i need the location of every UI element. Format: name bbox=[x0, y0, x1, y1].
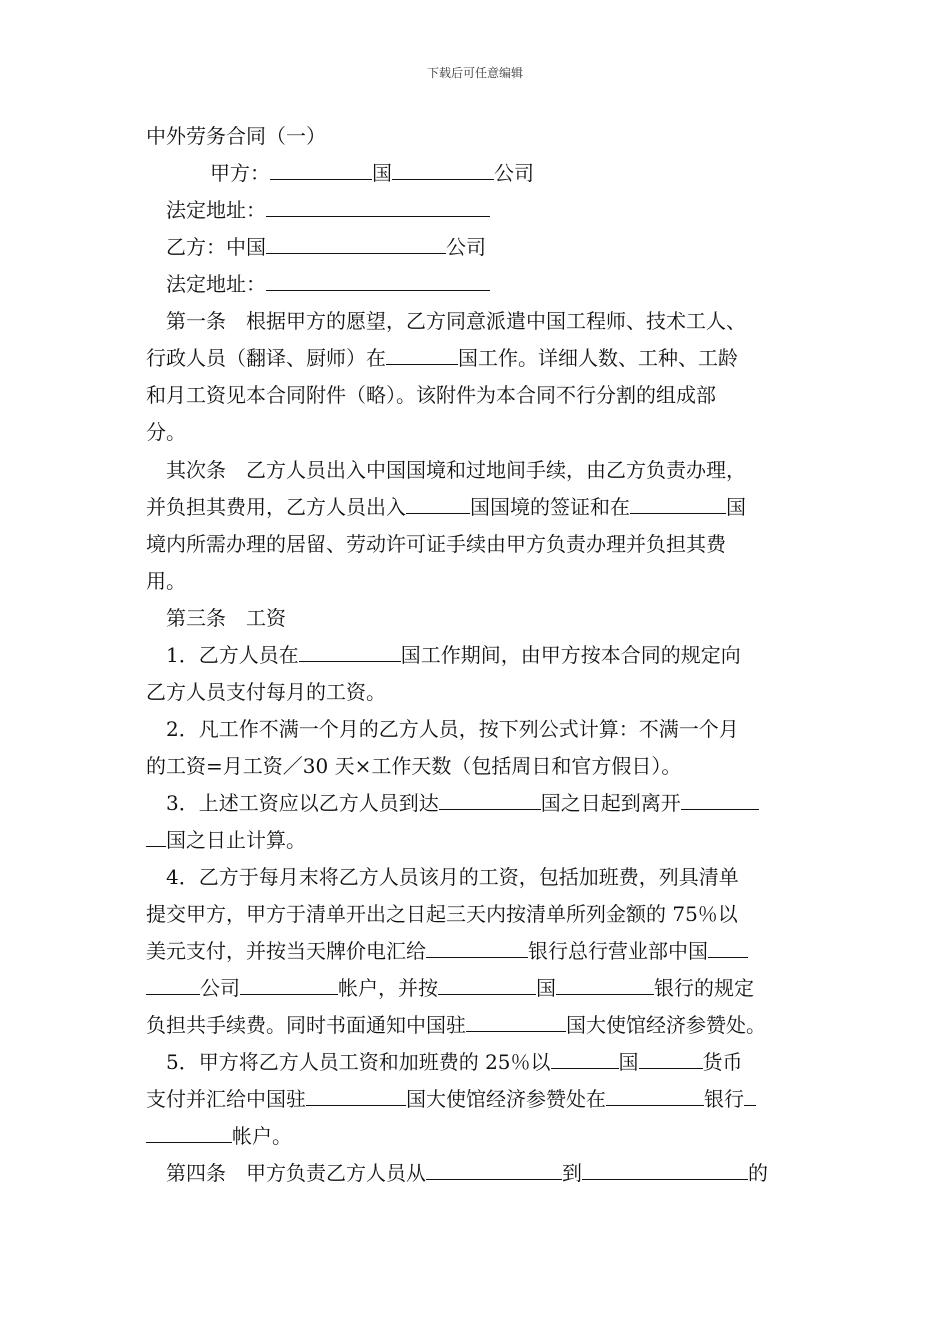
article3-text: 货币 bbox=[702, 1050, 743, 1074]
article3-p1-line2: 乙方人员支付每月的工资。 bbox=[146, 680, 386, 704]
article3-text: 1．乙方人员在 bbox=[166, 643, 299, 667]
party-a-line bbox=[146, 155, 810, 192]
article3-p5-line3 bbox=[146, 1118, 810, 1155]
party-b-company-blank bbox=[266, 229, 446, 254]
article3-p5-bank-blank bbox=[606, 1081, 704, 1106]
party-a-address-line bbox=[146, 192, 810, 229]
article3-text: 3．上述工资应以乙方人员到达 bbox=[166, 791, 439, 815]
article1-line3: 和月工资见本合同附件（略）。该附件为本合同不行分割的组成部 bbox=[146, 383, 716, 407]
article3-text: 公司 bbox=[200, 976, 240, 1000]
article4-text: 到 bbox=[562, 1161, 582, 1185]
article3-p2-line2: 的工资=月工资／30 天×工作天数（包括周日和官方假日）。 bbox=[146, 754, 682, 778]
article3-p3-blank2-cont bbox=[146, 822, 166, 847]
article1-line4: 分。 bbox=[146, 420, 186, 444]
article2-text: 国国境的签证和在 bbox=[470, 495, 630, 519]
article3-text: 银行的规定 bbox=[654, 976, 754, 1000]
article4-to-blank bbox=[582, 1155, 748, 1180]
article3-text: 美元支付，并按当天牌价电汇给 bbox=[146, 939, 426, 963]
article3-p3-line2 bbox=[146, 822, 810, 859]
article3-p5-currency-blank bbox=[639, 1044, 703, 1069]
party-b-company-suffix: 公司 bbox=[446, 235, 486, 259]
article3-p4-company-blank-cont bbox=[146, 970, 200, 995]
article3-p5-line1 bbox=[146, 1044, 810, 1081]
party-a-country-suffix: 国 bbox=[372, 161, 392, 185]
article2-line2 bbox=[146, 489, 810, 526]
article4-line1 bbox=[146, 1155, 810, 1192]
article2-blank2 bbox=[630, 489, 726, 514]
article3-p2-line1: 2．凡工作不满一个月的乙方人员，按下列公式计算：不满一个月 bbox=[166, 717, 739, 741]
article1-line2 bbox=[146, 340, 810, 377]
article4-text: 的 bbox=[748, 1161, 768, 1185]
article3-text: 负担共手续费。同时书面通知中国驻 bbox=[146, 1013, 466, 1037]
party-b-address-line bbox=[146, 266, 810, 303]
article3-text: 国 bbox=[618, 1050, 639, 1074]
party-a-address-blank bbox=[266, 192, 490, 217]
article3-p1-blank bbox=[299, 637, 401, 662]
article3-p5-country-blank bbox=[551, 1044, 619, 1069]
article1-text: 行政人员（翻译、厨师）在 bbox=[146, 346, 386, 370]
article3-p4-country-blank bbox=[438, 970, 536, 995]
contract-body bbox=[146, 118, 810, 1192]
article3-p3-line1 bbox=[146, 785, 810, 822]
article3-p1-line1 bbox=[146, 637, 810, 674]
address-label: 法定地址： bbox=[166, 272, 266, 296]
article3-heading: 第三条 工资 bbox=[166, 606, 286, 630]
party-a-company-suffix: 公司 bbox=[494, 161, 534, 185]
article3-text: 国大使馆经济参赞处。 bbox=[566, 1013, 766, 1037]
article3-text: 5．甲方将乙方人员工资和加班费的 25％以 bbox=[166, 1050, 551, 1074]
article3-p5-account-blank-cont bbox=[146, 1118, 232, 1143]
article2-line3: 境内所需办理的居留、劳动许可证手续由甲方负责办理并负担其费 bbox=[146, 532, 726, 556]
contract-title: 中外劳务合同（一） bbox=[146, 124, 326, 148]
article3-p4-line1: 4．乙方于每月末将乙方人员该月的工资，包括加班费，列具清单 bbox=[166, 865, 739, 889]
article2-text: 并负担其费用，乙方人员出入 bbox=[146, 495, 406, 519]
article3-p4-bank-blank bbox=[426, 933, 528, 958]
article3-p4-line5 bbox=[146, 1007, 810, 1044]
article3-p5-line2 bbox=[146, 1081, 810, 1118]
article1-text: 国工作。详细人数、工种、工龄 bbox=[458, 346, 738, 370]
article3-text: 国大使馆经济参赞处在 bbox=[406, 1087, 606, 1111]
party-a-label: 甲方： bbox=[210, 161, 270, 185]
article3-p3-blank1 bbox=[439, 785, 541, 810]
article4-from-blank bbox=[426, 1155, 562, 1180]
article3-p4-line4 bbox=[146, 970, 810, 1007]
article3-text: 帐户，并按 bbox=[338, 976, 438, 1000]
article3-p4-line2: 提交甲方，甲方于清单开出之日起三天内按清单所列金额的 75％以 bbox=[146, 902, 738, 926]
party-a-company-blank bbox=[392, 155, 494, 180]
article2-text: 国 bbox=[726, 495, 746, 519]
article3-text: 银行总行营业部中国 bbox=[528, 939, 708, 963]
article3-p4-bank2-blank bbox=[556, 970, 654, 995]
party-b-label: 乙方：中国 bbox=[166, 235, 266, 259]
article3-text: 国之日起到离开 bbox=[540, 791, 681, 815]
article3-text: 银行 bbox=[704, 1087, 744, 1111]
article3-text: 国 bbox=[536, 976, 556, 1000]
article1-line1: 第一条 根据甲方的愿望，乙方同意派遣中国工程师、技术工人、 bbox=[166, 309, 746, 333]
article3-p3-blank2 bbox=[681, 785, 759, 810]
article2-line4: 用。 bbox=[146, 569, 186, 593]
article3-text: 国之日止计算。 bbox=[166, 828, 306, 852]
article3-p5-account-blank bbox=[744, 1081, 756, 1106]
article3-p4-account-blank bbox=[240, 970, 338, 995]
article3-p4-embassy-blank bbox=[466, 1007, 566, 1032]
party-a-country-blank bbox=[270, 155, 372, 180]
article3-text: 帐户。 bbox=[232, 1124, 292, 1148]
article2-blank1 bbox=[406, 489, 470, 514]
article2-line1: 其次条 乙方人员出入中国国境和过地间手续，由乙方负责办理， bbox=[166, 458, 746, 482]
article3-text: 国工作期间，由甲方按本合同的规定向 bbox=[400, 643, 741, 667]
article3-text: 支付并汇给中国驻 bbox=[146, 1087, 306, 1111]
article3-p4-line3 bbox=[146, 933, 810, 970]
article1-country-blank bbox=[386, 340, 458, 365]
party-b-line bbox=[146, 229, 810, 266]
article4-text: 第四条 甲方负责乙方人员从 bbox=[166, 1161, 426, 1185]
article3-p4-company-blank bbox=[708, 933, 748, 958]
article3-p5-embassy-blank bbox=[306, 1081, 406, 1106]
party-b-address-blank bbox=[266, 266, 490, 291]
page-header: 下载后可任意编辑 bbox=[426, 66, 523, 80]
address-label: 法定地址： bbox=[166, 198, 266, 222]
